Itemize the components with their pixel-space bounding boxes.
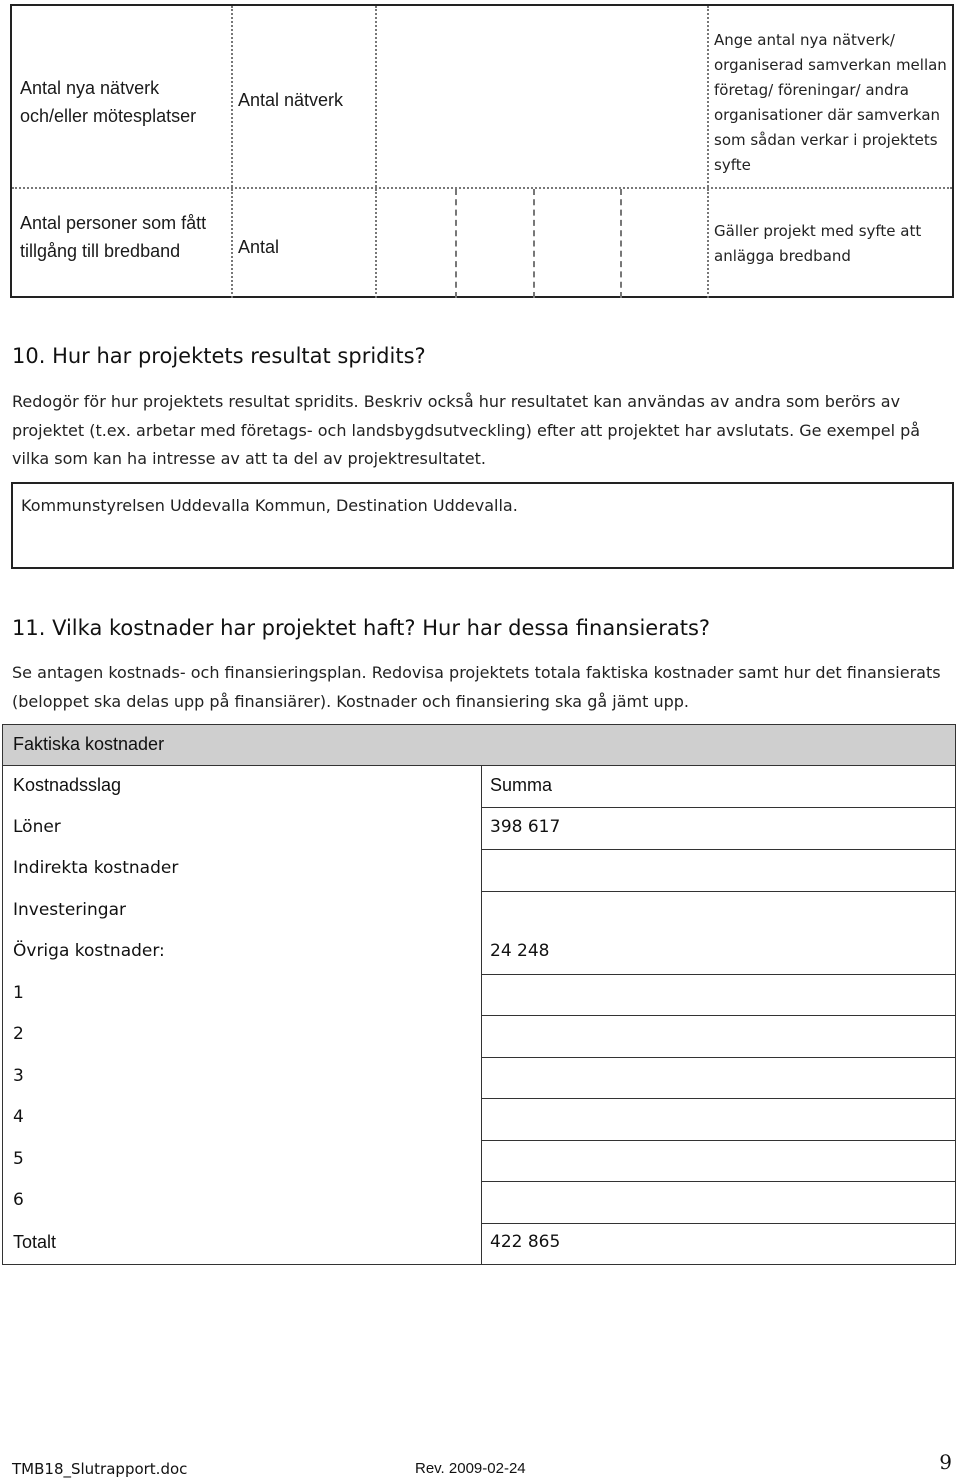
column-divider (231, 6, 233, 187)
cost-label: 1 (13, 983, 24, 1003)
column-divider (375, 6, 377, 187)
cost-label: 5 (13, 1149, 24, 1169)
table-row (3, 849, 955, 891)
table-row (12, 187, 952, 298)
column-divider (533, 189, 535, 298)
section-10-heading: 10. Hur har projektets resultat spridits? (12, 344, 426, 368)
table-row (12, 6, 952, 187)
cost-label: Indirekta kostnader (13, 858, 179, 878)
answer-text: Kommunstyrelsen Uddevalla Kommun, Destination Uddevalla. (21, 496, 518, 515)
cost-table-title-bar (3, 725, 955, 766)
table-row (3, 1181, 955, 1223)
table-row (3, 1140, 955, 1182)
indicator-description: Gäller projekt med syfte att anlägga bredband (714, 222, 922, 265)
indicator-table (10, 4, 954, 298)
cost-value[interactable]: 24 248 (490, 941, 550, 961)
cost-value[interactable]: 398 617 (490, 817, 561, 837)
cost-label: 6 (13, 1190, 24, 1210)
cost-table (2, 724, 956, 1265)
page-number: 9 (939, 1450, 952, 1474)
indicator-description: Ange antal nya nätverk/ organiserad samverkan mellan företag/ föreningar/ andra organisationer där samverkan som sådan verkar i projektets syfte (714, 31, 947, 174)
table-row (3, 1098, 955, 1140)
indicator-unit: Antal (238, 237, 280, 257)
cost-label: 2 (13, 1024, 24, 1044)
cost-table-title: Faktiska kostnader (13, 734, 165, 754)
indicator-unit: Antal nätverk (238, 90, 344, 110)
column-header-kostnadsslag: Kostnadsslag (13, 775, 122, 795)
cost-label: 3 (13, 1066, 24, 1086)
cost-label: 4 (13, 1107, 24, 1127)
section-10-instructions: Redogör för hur projektets resultat spridits. Beskriv också hur resultatet kan användas av andra som berörs av projektet (t.ex. arbetar med företags- och landsbygdsutveckling) efter att projektet har avslutats. Ge exempel på vilka som kan ha intresse av att ta del av projektresultatet. (12, 392, 921, 468)
total-label: Totalt (13, 1232, 57, 1252)
section-11-heading: 11. Vilka kostnader har projektet haft? Hur har dessa finansierats? (12, 616, 711, 640)
column-header-summa: Summa (490, 775, 553, 795)
table-row (3, 932, 955, 974)
column-divider (707, 6, 709, 187)
table-row (3, 974, 955, 1016)
column-divider (707, 189, 709, 298)
answer-box[interactable] (11, 482, 954, 569)
column-divider (375, 189, 377, 298)
column-divider (231, 189, 233, 298)
cost-label: Löner (13, 817, 61, 837)
footer-filename: TMB18_Slutrapport.doc (12, 1460, 188, 1478)
cost-label: Investeringar (13, 900, 126, 920)
section-11-instructions: Se antagen kostnads- och finansieringsplan. Redovisa projektets totala faktiska kostnader samt hur det finansierats (beloppet ska delas upp på finansiärer). Kostnader och finansiering ska gå jämt upp. (12, 663, 941, 711)
table-row (3, 891, 955, 933)
cost-label: Övriga kostnader: (13, 941, 165, 961)
cost-table-header-row (3, 766, 955, 808)
table-row (3, 1015, 955, 1057)
indicator-name: Antal personer som fått tillgång till bredband (20, 213, 207, 261)
table-row (3, 1057, 955, 1099)
column-divider (620, 189, 622, 298)
table-row (3, 808, 955, 850)
column-divider (455, 189, 457, 298)
footer-revision: Rev. 2009-02-24 (415, 1460, 526, 1477)
indicator-name: Antal nya nätverk och/eller mötesplatser (20, 78, 197, 126)
total-value[interactable]: 422 865 (490, 1232, 561, 1252)
total-row (3, 1223, 955, 1265)
